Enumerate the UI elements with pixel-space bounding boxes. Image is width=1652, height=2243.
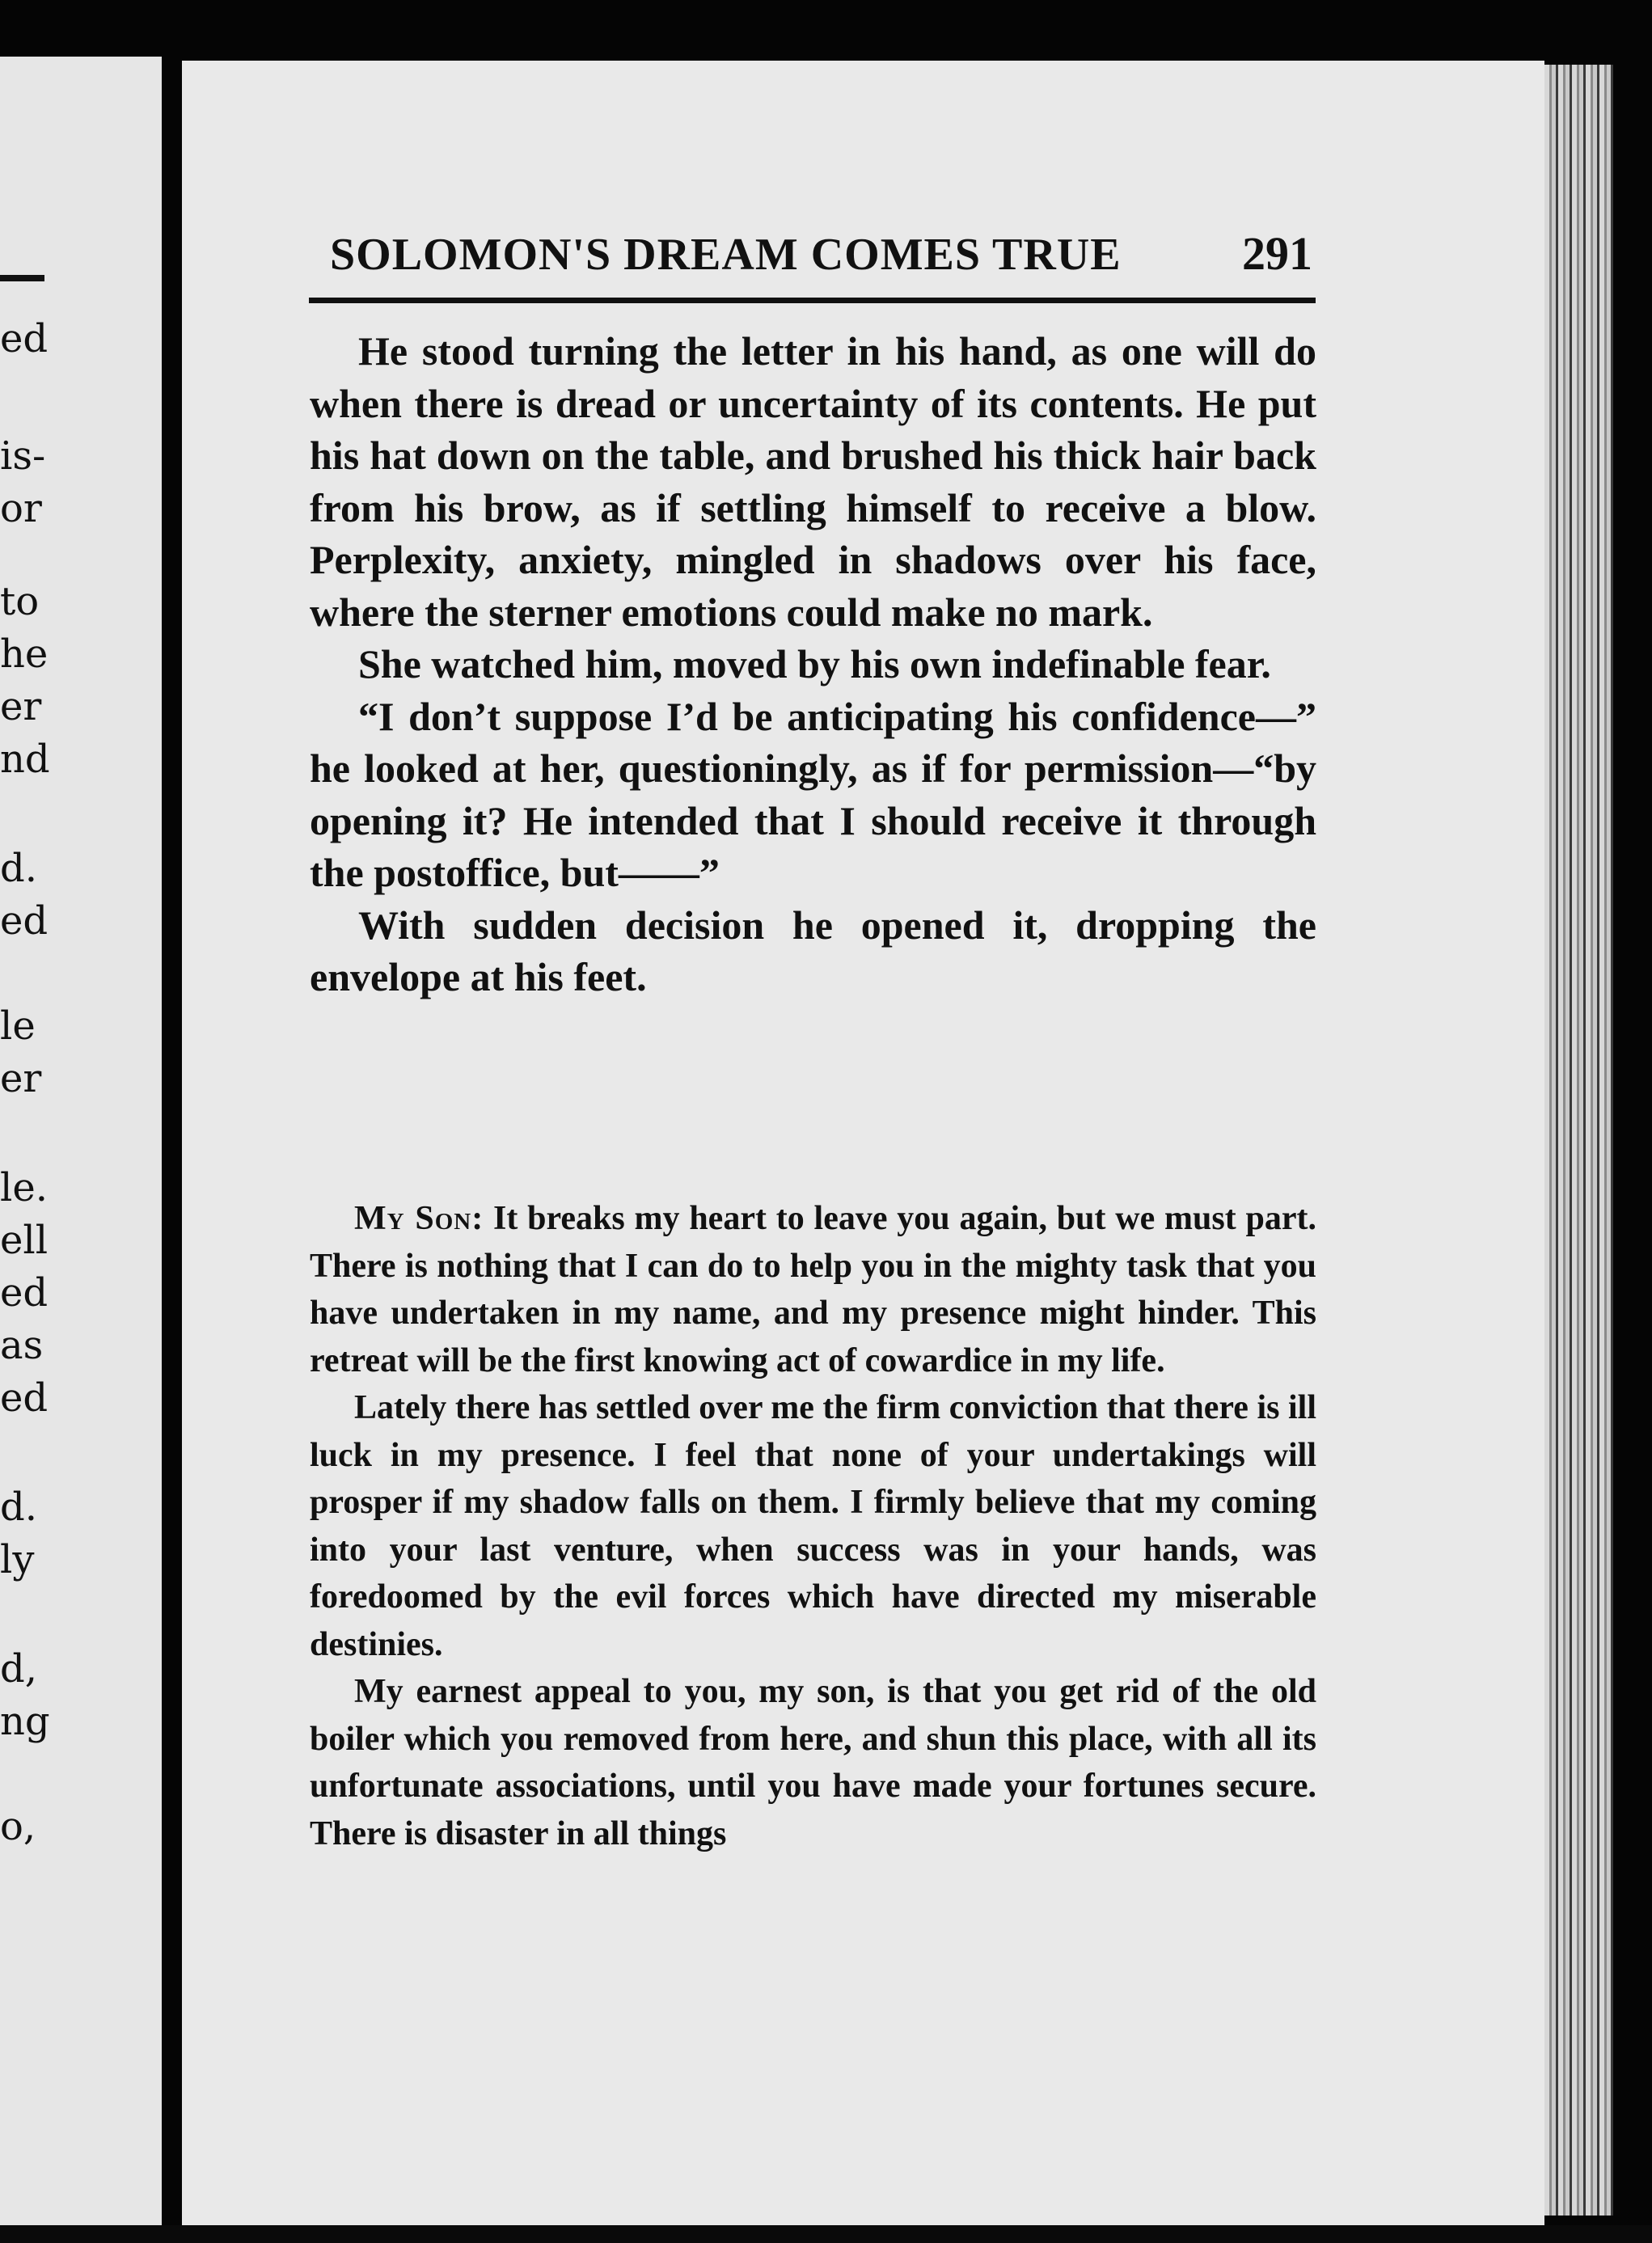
left-page-fragment: le.	[0, 1165, 49, 1210]
page-number: 291	[1242, 227, 1312, 280]
left-page-fragment: er	[0, 684, 42, 729]
left-page-fragment: ly	[0, 1537, 35, 1582]
left-page-fragment: as	[0, 1323, 44, 1368]
letter-opening: It breaks my heart to leave you again, but we must part. There is nothing that I can do to help you in the mighty task that you have undertaken in my name, and my presence might hinder. This retreat will be the first knowing act of cowardice in my life.	[310, 1200, 1316, 1379]
body-text	[310, 325, 1316, 1003]
left-page-fragment: le	[0, 1003, 36, 1049]
header-rule	[309, 298, 1316, 303]
left-page-fragment: is-	[0, 433, 46, 479]
left-page-rule	[0, 275, 44, 281]
letter-paragraph: My earnest appeal to you, my son, is that you get rid of the old boiler which you removed from here, and shun this place, with all its unfortunate associations, until you have made your fortunes secure. There is disaster in all things	[310, 1673, 1316, 1852]
paragraph: He stood turning the letter in his hand, as one will do when there is dread or uncertainty of its contents. He put his hat down on the table, and brushed his thick hair back from his brow, as if settling himself to receive a blow. Perplexity, anxiety, mingled in shadows over his face, where the sterner emotions could make no mark.	[310, 328, 1316, 635]
paragraph: With sudden decision he opened it, dropping the envelope at his feet.	[310, 902, 1316, 999]
running-title: SOLOMON'S DREAM COMES TRUE	[330, 230, 1122, 280]
left-page-fragment: d.	[0, 1485, 37, 1530]
left-page-fragment: he	[0, 632, 49, 677]
scan-bottom-edge	[0, 2225, 1652, 2243]
left-page-fragment: ed	[0, 898, 49, 944]
paragraph: “I don’t suppose I’d be anticipating his confidence—” he looked at her, questioningly, as if for permission—“by opening it? He intended that I should receive it through the postoffice, but——”	[310, 693, 1316, 895]
left-page-fragment: ed	[0, 1375, 49, 1421]
left-page-fragment: o,	[0, 1804, 36, 1849]
page-edges	[1544, 65, 1613, 2216]
left-page-fragment: ng	[0, 1699, 50, 1744]
paragraph: She watched him, moved by his own indefinable fear.	[358, 641, 1271, 686]
left-page-fragment: nd	[0, 737, 50, 782]
letter-paragraph: Lately there has settled over me the firm conviction that there is ill luck in my presence. I feel that none of your undertakings will prosper if my shadow falls on them. I firmly believe that my coming into your last venture, when success was in your hands, was foredoomed by the evil forces which have directed my miserable destinies.	[310, 1389, 1316, 1663]
letter-paragraph	[310, 1195, 1316, 1384]
left-facing-page	[0, 57, 162, 2236]
left-page-fragment: d.	[0, 846, 37, 891]
left-page-fragment: to	[0, 579, 40, 624]
running-header	[330, 226, 1312, 291]
left-page-fragment: ed	[0, 1270, 49, 1316]
left-page-fragment: ed	[0, 316, 49, 361]
left-page-fragment: d,	[0, 1646, 37, 1692]
left-page-fragment: ell	[0, 1218, 49, 1263]
left-page-fragment: or	[0, 486, 42, 531]
left-page-fragment: er	[0, 1056, 42, 1101]
letter-salutation: My Son:	[354, 1200, 484, 1237]
letter-text	[310, 1195, 1316, 1857]
